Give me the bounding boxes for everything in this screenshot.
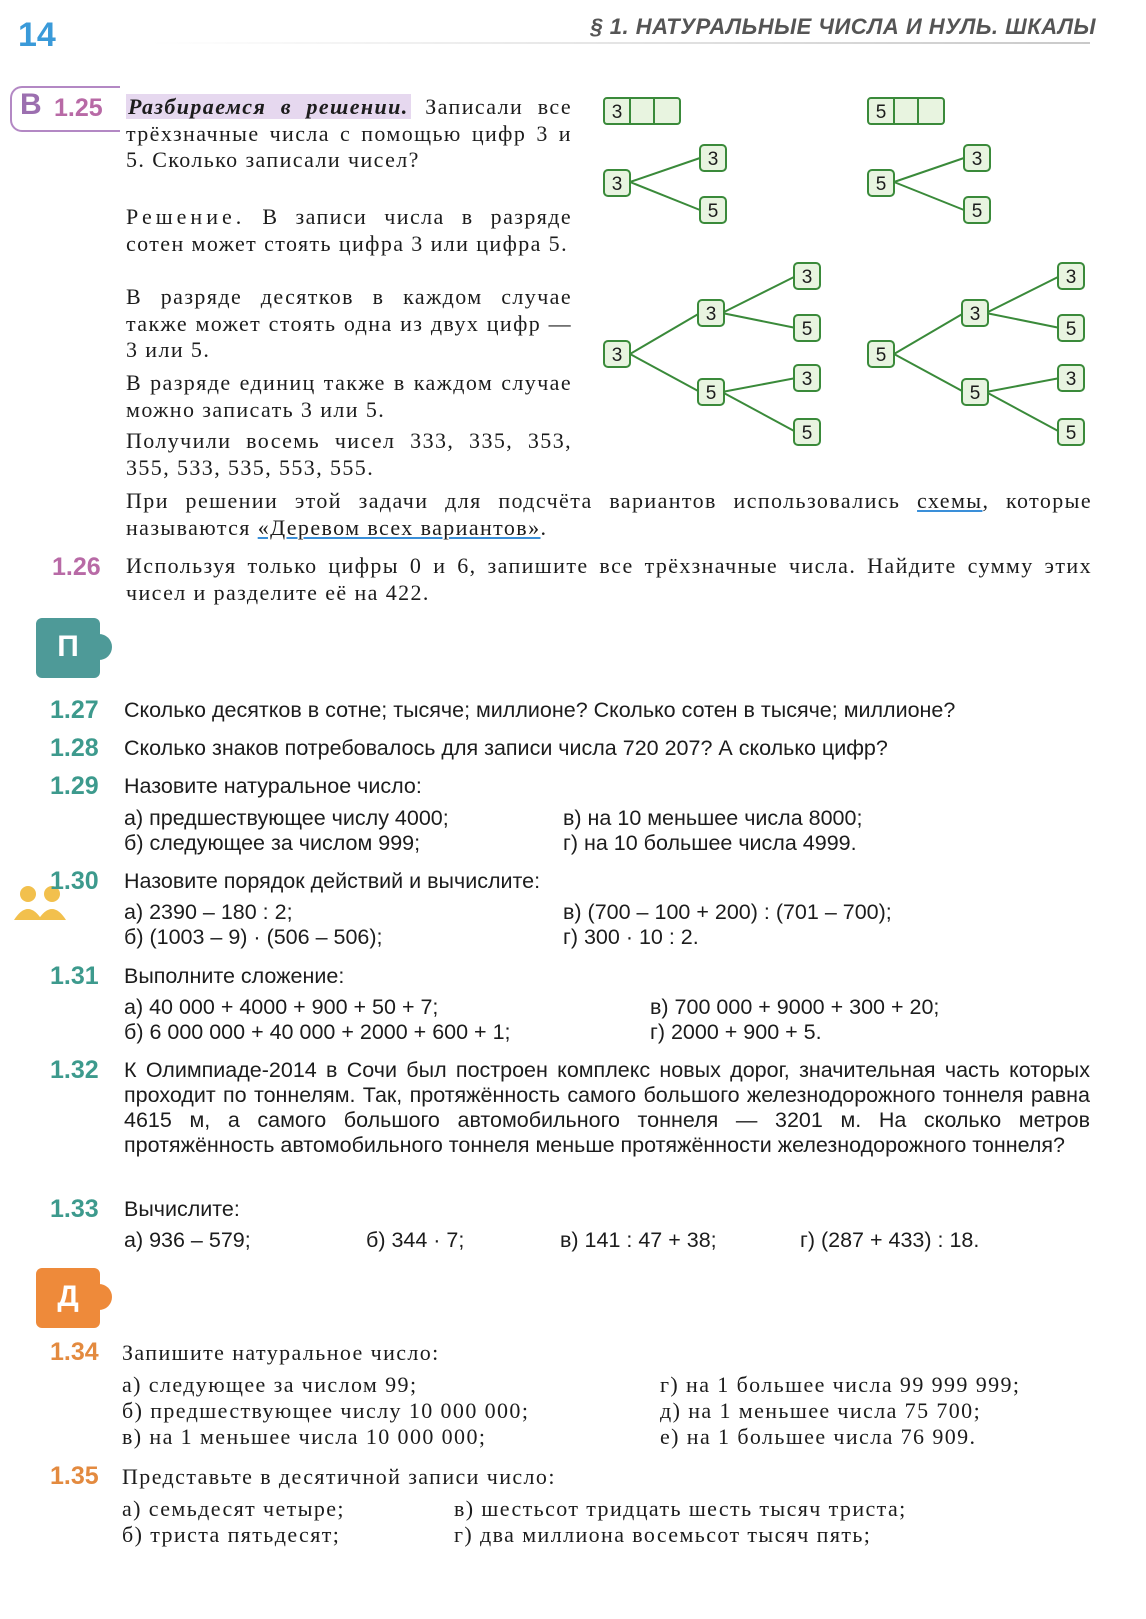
- tree-digit: 5: [1065, 319, 1077, 340]
- problem-1-34-d: д) на 1 меньшее числа 75 700;: [660, 1398, 982, 1423]
- problem-number-1-25: 1.25: [54, 94, 103, 122]
- problem-1-34-v: в) на 1 меньшее числа 10 000 000;: [122, 1424, 487, 1449]
- problem-number-1-28: 1.28: [50, 734, 99, 762]
- problem-1-30-a: а) 2390 – 180 : 2;: [124, 900, 293, 924]
- solution-result: Получили восемь чисел 333, 335, 353, 355, 533, 535, 553, 555.: [126, 428, 572, 480]
- tree-digit: 3: [611, 345, 623, 366]
- problem-1-31-g: г) 2000 + 900 + 5.: [650, 1020, 822, 1044]
- problem-number-1-26: 1.26: [52, 553, 101, 581]
- problem-1-29-text: Назовите натуральное число:: [124, 774, 422, 798]
- solution-tens: В разряде десятков в каждом случае также может стоять одна из двух цифр — 3 или 5.: [126, 284, 572, 362]
- tree-digit: 3: [971, 149, 983, 170]
- problem-1-34-g: г) на 1 большее числа 99 999 999;: [660, 1372, 1021, 1397]
- problem-1-34-e: е) на 1 большее числа 76 909.: [660, 1424, 977, 1449]
- problem-1-30-v: в) (700 – 100 + 200) : (701 – 700);: [563, 900, 892, 924]
- tree-digit: 5: [875, 102, 887, 123]
- problem-1-25-statement: [126, 94, 572, 174]
- problem-1-34-b: б) предшествующее числу 10 000 000;: [122, 1398, 530, 1423]
- problem-number-1-31: 1.31: [50, 962, 99, 990]
- tree-digit: 5: [801, 319, 813, 340]
- variant-tree-diagram: [596, 90, 1096, 450]
- page-number: 14: [18, 16, 56, 54]
- problem-1-25-text: Записали все трёхзначные числа с помощью цифр 3 и 5. Сколько записали чисел?: [126, 94, 572, 172]
- tree-digit: 5: [969, 383, 981, 404]
- conclusion-text: .: [540, 514, 548, 540]
- problem-number-1-35: 1.35: [50, 1462, 99, 1490]
- problem-number-1-33: 1.33: [50, 1195, 99, 1223]
- tree-digit: 3: [801, 267, 813, 288]
- tree-digit: 3: [1065, 369, 1077, 390]
- tree-digit: 5: [971, 201, 983, 222]
- problem-1-25-solution: [126, 204, 572, 257]
- problem-1-34-a: а) следующее за числом 99;: [122, 1372, 418, 1397]
- puzzle-knob: [86, 634, 112, 660]
- problem-1-35-a: а) семьдесят четыре;: [122, 1496, 345, 1521]
- tree-digit: 3: [705, 304, 717, 325]
- problem-1-34-text: Запишите натуральное число:: [122, 1340, 440, 1365]
- problem-number-1-34: 1.34: [50, 1338, 99, 1366]
- tree-digit: 3: [1065, 267, 1077, 288]
- tree-digit: 3: [707, 149, 719, 170]
- problem-1-29-a: а) предшествующее числу 4000;: [124, 806, 449, 830]
- problem-1-31-a: а) 40 000 + 4000 + 900 + 50 + 7;: [124, 995, 439, 1019]
- problem-number-1-30: 1.30: [50, 867, 99, 895]
- header-divider: [150, 42, 1090, 44]
- problem-1-25-conclusion: [126, 488, 1092, 541]
- problem-1-30-text: Назовите порядок действий и вычислите:: [124, 869, 541, 893]
- problem-1-31-v: в) 700 000 + 9000 + 300 + 20;: [650, 995, 940, 1019]
- level-b-icon: В: [20, 88, 42, 121]
- problem-1-31-b: б) 6 000 000 + 40 000 + 2000 + 600 + 1;: [124, 1020, 511, 1044]
- conclusion-text: , которые называются: [126, 488, 1092, 540]
- solution-word: Решение.: [126, 204, 246, 229]
- puzzle-knob: [86, 1284, 112, 1310]
- problem-1-29-v: в) на 10 меньшее числа 8000;: [563, 806, 863, 830]
- problem-1-29-b: б) следующее за числом 999;: [124, 831, 421, 855]
- section-header: § 1. НАТУРАЛЬНЫЕ ЧИСЛА И НУЛЬ. ШКАЛЫ: [590, 14, 1096, 39]
- tree-digit: 5: [801, 423, 813, 444]
- problem-1-33-g: г) (287 + 433) : 18.: [800, 1228, 980, 1252]
- problem-1-35-b: б) триста пятьдесят;: [122, 1522, 341, 1547]
- problem-number-1-27: 1.27: [50, 696, 99, 724]
- solution-units: В разряде единиц также в каждом случае можно записать 3 или 5.: [126, 370, 572, 422]
- tree-digit: 5: [1065, 423, 1077, 444]
- problem-1-31-text: Выполните сложение:: [124, 964, 345, 988]
- tree-digit: 3: [611, 102, 623, 123]
- problem-1-33-text: Вычислите:: [124, 1197, 240, 1221]
- problem-1-26-text: Используя только цифры 0 и 6, запишите все трёхзначные числа. Найдите сумму этих чисел и разделите её на 422.: [126, 553, 1092, 605]
- problem-1-30-g: г) 300 · 10 : 2.: [563, 925, 699, 949]
- term-schemes-link[interactable]: схемы: [917, 488, 983, 513]
- tree-digit: 5: [875, 174, 887, 195]
- solution-text: В записи числа в разряде сотен может стоять цифра 3 или цифра 5.: [126, 204, 572, 256]
- problem-number-1-32: 1.32: [50, 1056, 99, 1084]
- tree-digit: 3: [969, 304, 981, 325]
- problem-1-30-b: б) (1003 – 9) · (506 – 506);: [124, 925, 383, 949]
- conclusion-text: При решении этой задачи для подсчёта вариантов использовались: [126, 488, 918, 513]
- problem-1-28-text: Сколько знаков потребовалось для записи числа 720 207? А сколько цифр?: [124, 736, 888, 760]
- problem-number-1-29: 1.29: [50, 772, 99, 800]
- problem-1-33-v: в) 141 : 47 + 38;: [560, 1228, 717, 1252]
- term-tree-link[interactable]: «Деревом всех вариантов»: [257, 514, 541, 540]
- problem-1-35-text: Представьте в десятичной записи число:: [122, 1464, 556, 1489]
- problem-1-27-text: Сколько десятков в сотне; тысяче; миллионе? Сколько сотен в тысяче; миллионе?: [124, 698, 956, 722]
- tree-digit: 5: [875, 345, 887, 366]
- problem-1-25-label: Разбираемся в решении.: [128, 94, 409, 119]
- section-p-icon: П: [36, 618, 100, 678]
- problem-1-32-text: К Олимпиаде-2014 в Сочи был построен комплекс новых дорог, значительная часть которых проходит по тоннелям. Так, протяжённость самого большого железнодорожного тоннеля равна 4615 м, а самого большого автомобильного тоннеля — 3201 м. На сколько метров протяжённость автомобильного тоннеля меньше протяжённости железнодорожного тоннеля?: [124, 1058, 1090, 1157]
- problem-1-33-a: а) 936 – 579;: [124, 1228, 251, 1252]
- tree-digit: 3: [801, 369, 813, 390]
- tree-digit: 3: [611, 174, 623, 195]
- problem-1-33-b: б) 344 · 7;: [366, 1228, 465, 1252]
- tree-digit: 5: [707, 201, 719, 222]
- problem-1-29-g: г) на 10 большее числа 4999.: [563, 831, 857, 855]
- problem-1-35-g: г) два миллиона восемьсот тысяч пять;: [454, 1522, 872, 1547]
- section-d-icon: Д: [36, 1268, 100, 1328]
- tree-digit: 5: [705, 383, 717, 404]
- problem-1-35-v: в) шестьсот тридцать шесть тысяч триста;: [454, 1496, 907, 1521]
